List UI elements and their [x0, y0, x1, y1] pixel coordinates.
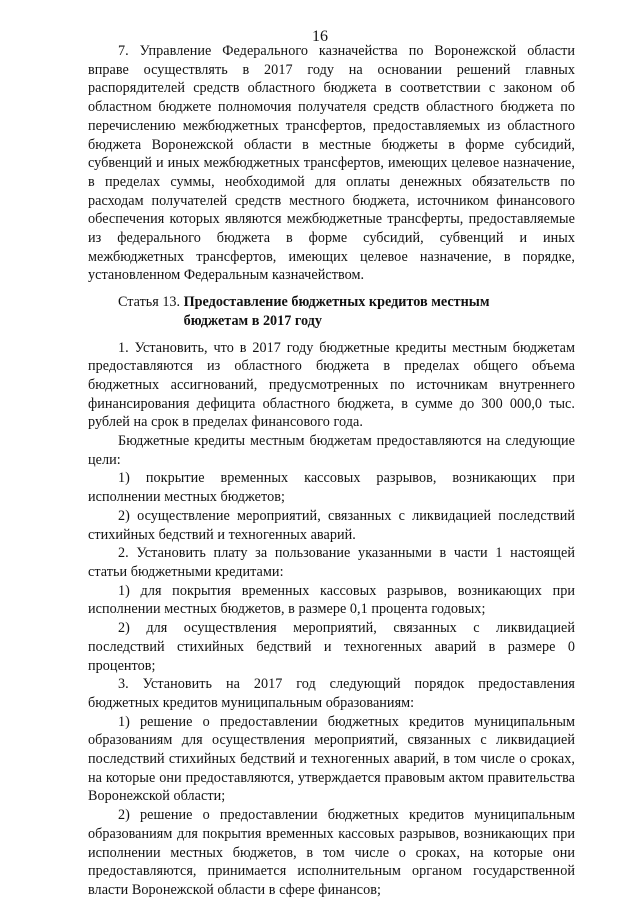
paragraph-purpose-2: 2) осуществление мероприятий, связанных с ликвидацией последствий стихийных бедствий и техногенных аварий.: [88, 507, 575, 543]
article-title: [184, 293, 490, 330]
paragraph-part-1: 1. Установить, что в 2017 году бюджетные кредиты местным бюджетам предоставляются из областного бюджета в пределах общего объема бюджетных ассигнований, предусмотренных по источникам внутреннего финансирования дефицита областного бюджета, в сумме до 300 000,0 тыс. рублей на срок в пределах финансового года.: [88, 339, 575, 431]
article-title-line-1: Предоставление бюджетных кредитов местным: [183, 294, 490, 311]
article-heading: [88, 293, 575, 330]
paragraph-part-2: 2. Установить плату за пользование указанными в части 1 настоящей статьи бюджетными кредитами:: [88, 545, 575, 580]
document-body: [88, 42, 575, 900]
article-title-line-2: бюджетам в 2017 году: [183, 312, 322, 329]
paragraph-part-3: 3. Установить на 2017 год следующий порядок предоставления бюджетных кредитов муниципальным образованиям:: [88, 676, 575, 711]
paragraph-fee-2: 2) для осуществления мероприятий, связанных с ликвидацией последствий стихийных бедствий и техногенных аварий в размере 0 процентов;: [88, 620, 575, 674]
paragraph-fee-1: 1) для покрытия временных кассовых разрывов, возникающих при исполнении местных бюджетов, в размере 0,1 процента годовых;: [88, 582, 575, 618]
article-label: Статья 13.: [118, 294, 184, 311]
paragraph-procedure-1: 1) решение о предоставлении бюджетных кредитов муниципальным образованиям для осуществления мероприятий, связанных с ликвидацией последствий стихийных бедствий и техногенных аварий, в том числе о сроках, на которые они предоставляются, утверждается правовым актом правительства Воронежской области;: [88, 713, 575, 805]
paragraph-purpose-1: 1) покрытие временных кассовых разрывов, возникающих при исполнении местных бюджетов;: [88, 470, 575, 506]
paragraph-item-7: 7. Управление Федерального казначейства по Воронежской области вправе осуществлять в 2017 году на основании решений главных распорядителей средств областного бюджета в соответствии с законом об областном бюджете полномочия получателя средств областного бюджета по перечислению межбюджетных трансфертов, предоставляемых из областного бюджета Воронежской области в местные бюджеты в форме субсидий, субвенций и иных межбюджетных трансфертов, имеющих целевое назначение, в пределах суммы, необходимой для оплаты денежных обязательств по расходам получателей средств местного бюджета, источником финансового обеспечения которых являются межбюджетные трансферты, предоставляемые из федерального бюджета в форме субсидий, субвенций и иных межбюджетных трансфертов, имеющих целевое назначение, в порядке, установленном Федеральным казначейством.: [88, 43, 575, 284]
paragraph-purposes: Бюджетные кредиты местным бюджетам предоставляются на следующие цели:: [88, 433, 575, 468]
paragraph-procedure-2: 2) решение о предоставлении бюджетных кредитов муниципальным образованиям для покрытия временных кассовых разрывов, возникающих при исполнении местных бюджетов, в том числе о сроках, на которые они предоставляются, принимается исполнительным органом государственной власти Воронежской области в сфере финансов;: [88, 807, 575, 898]
page-number: 16: [312, 28, 328, 45]
